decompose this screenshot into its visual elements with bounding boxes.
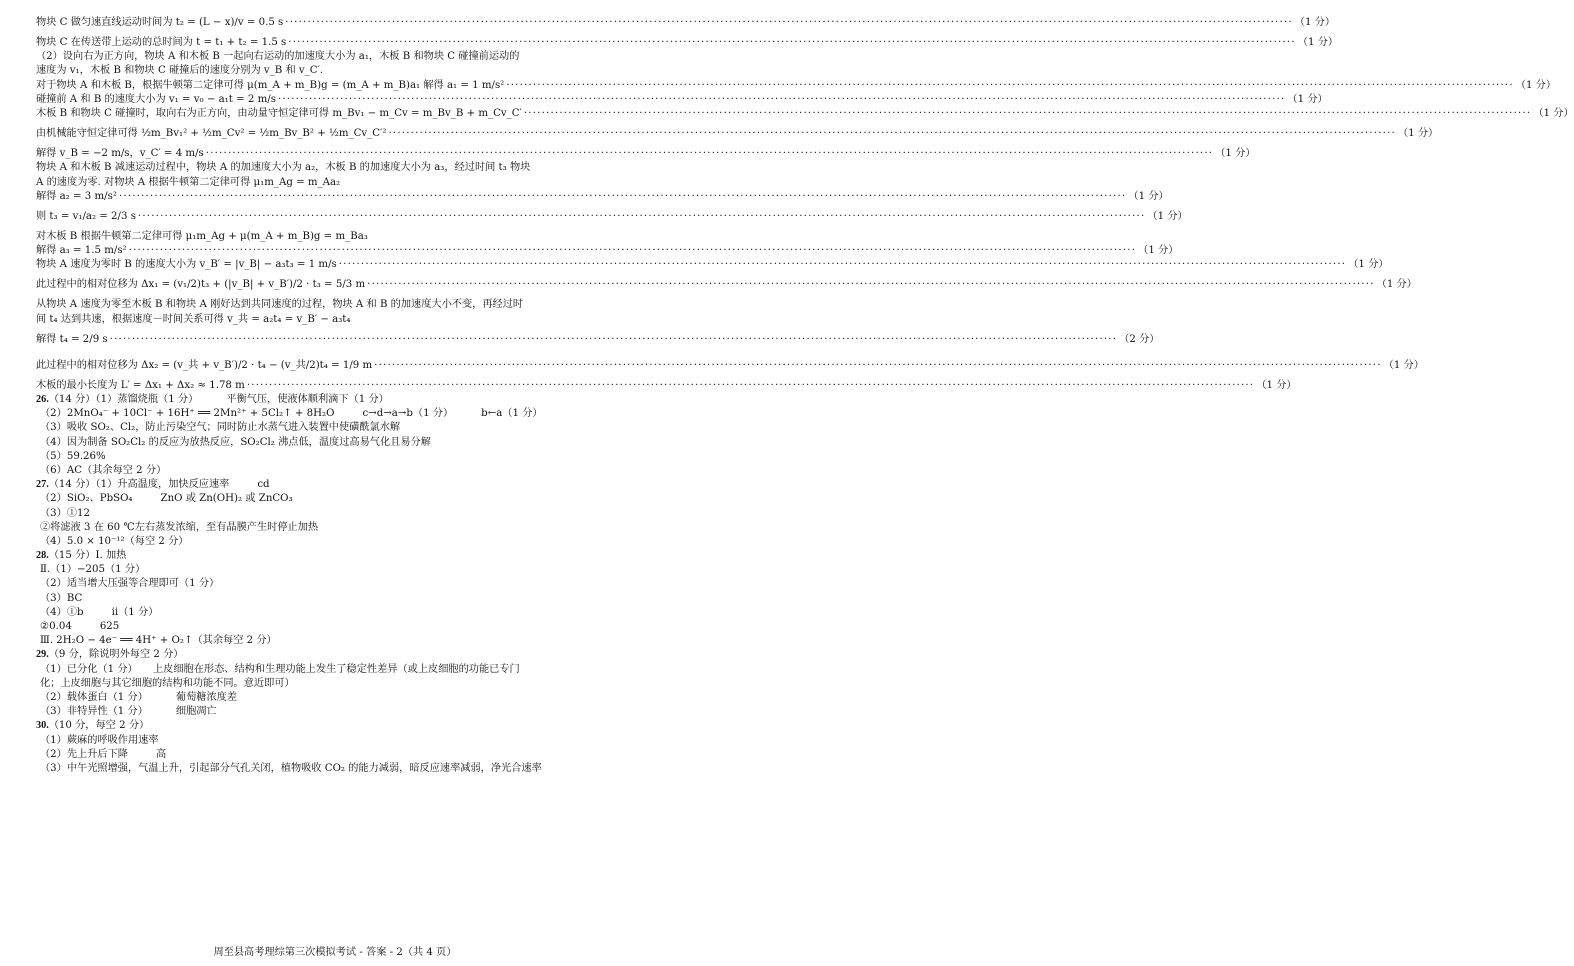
question-number: 28. — [36, 550, 49, 562]
solution-line — [36, 176, 658, 190]
score-label: （1 分） — [1147, 210, 1188, 222]
answer-line: （2）载体蛋白（1 分） — [40, 691, 148, 703]
solution-line — [36, 121, 1439, 147]
solution-text: 解得 v_B = −2 m/s，v_C′ = 4 m/s — [36, 148, 204, 160]
solution-line — [36, 147, 1256, 161]
answer-line: （2）适当增大压强等合理即可（1 分） — [40, 578, 220, 590]
answer-page — [36, 10, 1574, 776]
solution-text: 解得 a₃ = 1.5 m/s² — [36, 245, 127, 257]
physics-solution — [36, 10, 1574, 393]
answer-line: （1）蕨麻的呼吸作用速率 — [40, 734, 159, 746]
score-label: （1 分） — [1533, 107, 1574, 119]
answer-line: 平衡气压，使液体顺利滴下（1 分） — [226, 394, 389, 405]
answer-line: 高 — [155, 748, 167, 760]
solution-text: 解得 t₄ = 2/9 s — [36, 333, 108, 345]
solution-text: 解得 a₂ = 3 m/s² — [36, 190, 117, 202]
leader-dots — [506, 79, 1514, 93]
answer-line: ⅱ（1 分） — [111, 606, 159, 618]
solution-text: 物块 C 在传送带上运动的总时间为 t = t₁ + t₂ = 1.5 s — [36, 37, 287, 48]
leader-dots — [367, 272, 1375, 298]
answer-line: （15 分）Ⅰ. 加热 — [48, 550, 127, 562]
answer-line: （14 分）（1）蒸馏烧瓶（1 分） — [48, 394, 199, 405]
solution-line — [36, 230, 658, 244]
q28-block — [36, 549, 658, 648]
solution-line — [36, 313, 658, 327]
solution-line — [36, 107, 1574, 121]
solution-text: 物块 C 做匀速直线运动时间为 t₂ = (L − x)/v = 0.5 s — [36, 17, 284, 28]
answer-line: Ⅲ. 2H₂O − 4e⁻ ══ 4H⁺ + O₂↑（其余每空 2 分） — [40, 635, 277, 647]
solution-text: 此过程中的相对位移为 Δx₂ = (v_共 + v_B′)/2 · t₄ − (v_共/2)t₄ = 1/9 m — [36, 359, 373, 371]
answer-line: cd — [257, 479, 270, 491]
solution-text: 间 t₄ 达到共速，根据速度－时间关系可得 v_共 = a₂t₄ = v_B′ − a₃t₄ — [36, 313, 351, 325]
question-number: 30. — [36, 720, 49, 732]
solution-text: 木板的最小长度为 L′ = Δx₁ + Δx₂ ≈ 1.78 m — [36, 379, 245, 391]
solution-text: 木板 B 和物块 C 碰撞时，取向右为正方向，由动量守恒定律可得 m_Bv₁ − m_Cv = m_Bv_B + m_Cv_C′ — [36, 107, 522, 119]
question-number: 26. — [36, 394, 49, 405]
solution-text: （2）设向右为正方向，物块 A 和木板 B 一起向右运动的加速度大小为 a₁，木板 B 和物块 C 碰撞前运动的 — [36, 51, 520, 63]
answer-line: ZnO 或 Zn(OH)₂ 或 ZnCO₃ — [160, 493, 293, 505]
answer-line: 化；上皮细胞与其它细胞的结构和功能不同。意近即可） — [40, 677, 295, 689]
solution-text: 物块 A 速度为零时 B 的速度大小为 v_B′ = |v_B| − a₃t₃ = 1 m/s — [36, 259, 337, 271]
solution-text: 速度为 v₁，木板 B 和物块 C 碰撞后的速度分别为 v_B 和 v_C′. — [36, 65, 324, 77]
leader-dots — [339, 258, 1347, 272]
answer-line: Ⅱ.（1）−205（1 分） — [40, 564, 146, 576]
score-label: （1 分） — [1287, 93, 1328, 105]
solution-text: 此过程中的相对位移为 Δx₁ = (v₁/2)t₃ + (|v_B| + v_B′)/2 · t₃ = 5/3 m — [36, 279, 366, 291]
answer-line: （3）①12 — [40, 507, 91, 519]
score-label: （1 分） — [1515, 79, 1557, 91]
leader-dots — [247, 379, 1255, 393]
score-label: （1 分） — [1138, 245, 1179, 257]
answer-line: （3）吸收 SO₂、Cl₂，防止污染空气；同时防止水蒸气进入装置中使磺酰氯水解 — [40, 422, 401, 434]
solution-line — [36, 244, 1179, 258]
leader-dots — [524, 107, 1532, 121]
answer-line: （3）BC — [40, 592, 83, 604]
score-label: （1 分） — [1256, 379, 1297, 391]
leader-dots — [119, 190, 1127, 204]
answer-line: （5）59.26% — [40, 450, 106, 462]
leader-dots — [374, 353, 1382, 379]
answer-line: （1）已分化（1 分） 上皮细胞在形态、结构和生理功能上发生了稳定性差异（或上皮细胞的功能已专门 — [40, 663, 520, 675]
answer-line: （6）AC（其余每空 2 分） — [40, 464, 167, 476]
leader-dots — [388, 121, 1396, 147]
solution-line — [36, 190, 1169, 204]
page-footer: 周至县高考理综第三次模拟考试 - 答案 - 2（共 4 页） — [213, 947, 457, 958]
score-label: （1 分） — [1215, 148, 1256, 160]
answer-line: ②0.04 — [40, 621, 72, 632]
solution-line — [36, 272, 1417, 298]
leader-dots — [129, 244, 1137, 258]
answer-line: 细胞凋亡 — [175, 706, 217, 718]
score-label: （2 分） — [1119, 333, 1160, 345]
solution-line — [36, 353, 1424, 379]
q27-block — [36, 478, 658, 549]
answer-line: （4）因为制备 SO₂Cl₂ 的反应为放热反应，SO₂Cl₂ 沸点低，温度过高易气化且易分解 — [40, 436, 431, 448]
answer-line: （14 分）（1）升高温度，加快反应速率 — [48, 479, 230, 491]
answer-line: （10 分，每空 2 分） — [48, 720, 150, 732]
solution-line — [36, 36, 1339, 50]
solution-text: 从物块 A 速度为零至木板 B 和物块 A 刚好达到共同速度的过程，物块 A 和 B 的加速度大小不变，再经过时 — [36, 299, 524, 311]
solution-line — [36, 327, 1160, 353]
answer-line: （3）中午光照增强，气温上升，引起部分气孔关闭，植物吸收 CO₂ 的能力减弱，暗反应速率减弱，净光合速率 — [40, 762, 542, 774]
answer-line: b←a（1 分） — [481, 408, 543, 420]
solution-line — [36, 10, 1336, 36]
leader-dots — [110, 327, 1118, 353]
score-label: （1 分） — [1376, 279, 1417, 291]
q26-block — [36, 393, 658, 478]
answer-line: （2）先上升后下降 — [40, 748, 128, 760]
score-label: （1 分） — [1348, 259, 1389, 271]
solution-text: 对木板 B 根据牛顿第二定律可得 μ₁m_Ag + μ(m_A + m_B)g = m_Ba₃ — [36, 230, 368, 242]
score-label: （1 分） — [1294, 17, 1336, 28]
leader-dots — [138, 204, 1146, 230]
solution-line — [36, 379, 1297, 393]
answer-line: c→d→a→b（1 分） — [362, 408, 454, 420]
score-label: （1 分） — [1297, 37, 1339, 48]
answer-line: （4）①b — [40, 606, 84, 618]
solution-text: 则 t₃ = v₁/a₂ = 2/3 s — [36, 210, 136, 222]
q30-block — [36, 719, 658, 776]
answer-line: （4）5.0 × 10⁻¹²（每空 2 分） — [40, 535, 189, 547]
solution-line — [36, 93, 1328, 107]
solution-line — [36, 161, 658, 175]
answer-line: （9 分，除说明外每空 2 分） — [48, 649, 184, 661]
solution-text: 碰撞前 A 和 B 的速度大小为 v₁ = v₀ − a₁t = 2 m/s — [36, 93, 276, 105]
solution-line — [36, 50, 658, 64]
score-label: （1 分） — [1397, 128, 1439, 140]
leader-dots — [206, 147, 1214, 161]
answer-line: （2）SiO₂、PbSO₄ — [40, 493, 133, 505]
question-number: 29. — [36, 649, 49, 661]
solution-line — [36, 204, 1188, 230]
q29-block — [36, 648, 658, 719]
leader-dots — [288, 36, 1296, 50]
solution-line — [36, 298, 658, 312]
solution-line — [36, 64, 658, 78]
solution-line — [36, 258, 1389, 272]
answer-line: ②将滤液 3 在 60 ℃左右蒸发浓缩，至有晶膜产生时停止加热 — [40, 521, 319, 533]
score-label: （1 分） — [1383, 359, 1424, 371]
answer-line: （2）2MnO₄⁻ + 10Cl⁻ + 16H⁺ ══ 2Mn²⁺ + 5Cl₂↑ + 8H₂O — [40, 408, 335, 420]
solution-text: 物块 A 和木板 B 减速运动过程中，物块 A 的加速度大小为 a₂，木板 B 的加速度大小为 a₃，经过时间 t₃ 物块 — [36, 162, 531, 174]
solution-line — [36, 79, 1557, 93]
leader-dots — [278, 93, 1286, 107]
question-number: 27. — [36, 479, 49, 491]
leader-dots — [285, 10, 1293, 36]
answer-line: （3）非特异性（1 分） — [40, 706, 148, 718]
solution-text: 由机械能守恒定律可得 ½m_Bv₁² + ½m_Cv² = ½m_Bv_B² + ½m_Cv_C′² — [36, 128, 387, 140]
answer-line: 葡萄糖浓度差 — [175, 691, 238, 703]
solution-text: A 的速度为零. 对物块 A 根据牛顿第二定律可得 μ₁m_Ag = m_Aa₂ — [36, 176, 341, 188]
solution-text: 对于物块 A 和木板 B，根据牛顿第二定律可得 μ(m_A + m_B)g = (m_A + m_B)a₁ 解得 a₁ = 1 m/s² — [36, 79, 505, 91]
score-label: （1 分） — [1128, 190, 1169, 202]
answer-line: 625 — [99, 621, 120, 632]
